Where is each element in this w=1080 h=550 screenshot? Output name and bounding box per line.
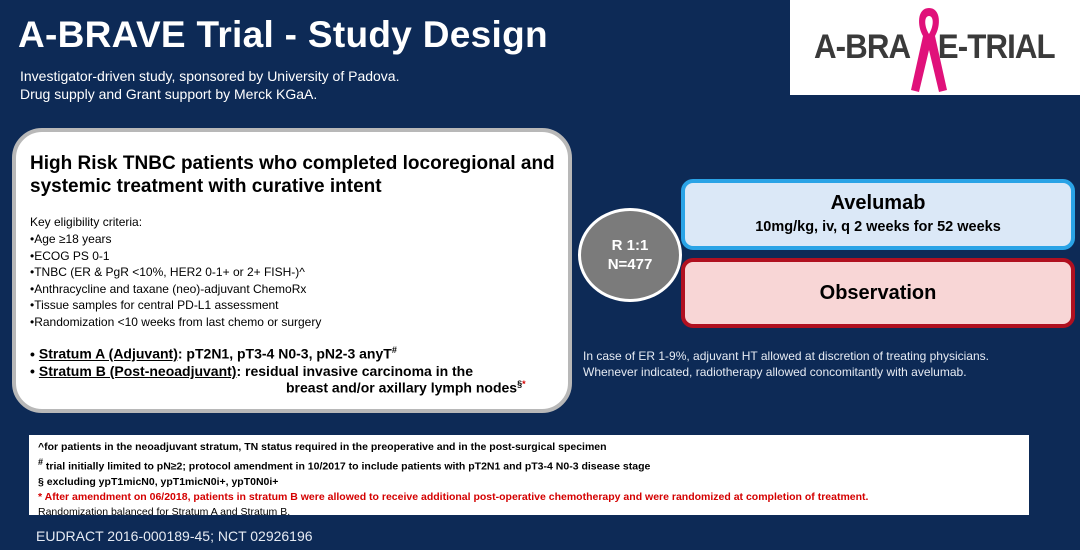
- footnote-hash-text: trial initially limited to pN≥2; protocol amendment in 10/2017 to include patients with pT2N1 and pT3-4 N0-3 disease stage: [43, 460, 651, 473]
- stratum-b-mark: §: [517, 379, 523, 389]
- footnote-section-mark: §: [38, 475, 44, 488]
- stratum-a: • Stratum A (Adjuvant): pT2N1, pT3-4 N0-3, pN2-3 anyT#: [30, 345, 397, 362]
- stratum-b-label: Stratum B (Post-neoadjuvant): [38, 363, 237, 379]
- footnote-balance: Randomization balanced for Stratum A and Stratum B.: [38, 505, 291, 518]
- criterion-item: • ECOG PS 0-1: [30, 248, 321, 265]
- randomization-n: N=477: [607, 256, 653, 273]
- criterion-item: • Tissue samples for central PD-L1 assessment: [30, 297, 321, 314]
- stratum-a-text: : pT2N1, pT3-4 N0-3, pN2-3 anyT: [177, 345, 392, 362]
- sponsor-line-1: Investigator-driven study, sponsored by University of Padova.: [20, 68, 400, 84]
- footnote-hash: [38, 455, 1020, 475]
- stratum-a-mark: #: [391, 345, 397, 355]
- criterion-item: • Randomization <10 weeks from last chemo or surgery: [30, 314, 321, 331]
- eligibility-list: [30, 231, 321, 330]
- stratum-b: • Stratum B (Post-neoadjuvant): residual invasive carcinoma in the breast and/or axillary lymph nodes§*: [30, 363, 526, 396]
- footnote-caret: ^for patients in the neoadjuvant stratum, TN status required in the preoperative and in the post-surgical specimen: [38, 441, 607, 453]
- registration-ids: EUDRACT 2016-000189-45; NCT 02926196: [36, 528, 313, 544]
- avelumab-arm-name: Avelumab: [830, 192, 926, 214]
- footnote-hash-mark: #: [38, 457, 44, 467]
- population-heading: High Risk TNBC patients who completed locoregional and systemic treatment with curative intent: [30, 153, 555, 197]
- stratum-b-star: *: [522, 379, 526, 389]
- footnote-section: [38, 475, 1020, 490]
- stratum-b-text-cont: breast and/or axillary lymph nodes: [286, 379, 518, 396]
- population-box: [12, 128, 572, 413]
- criterion-item: • Age ≥18 years: [30, 231, 321, 248]
- note-line: In case of ER 1-9%, adjuvant HT allowed at discretion of treating physicians.: [583, 349, 989, 363]
- logo-text-left: A-BRA: [814, 28, 911, 66]
- sponsor-line-2: Drug supply and Grant support by Merck KGaA.: [20, 86, 318, 102]
- criterion-item: • TNBC (ER & PgR <10%, HER2 0-1+ or 2+ FISH-)^: [30, 264, 321, 281]
- page-title: A-BRAVE Trial - Study Design: [18, 14, 548, 55]
- avelumab-arm-dose: 10mg/kg, iv, q 2 weeks for 52 weeks: [755, 219, 1001, 235]
- footnotes-box: [29, 435, 1029, 518]
- observation-arm: [681, 258, 1075, 328]
- footnote-star: * After amendment on 06/2018, patients in stratum B were allowed to receive additional post-operative chemotherapy and were randomized at completion of treatment.: [38, 490, 869, 503]
- randomization-ratio: R 1:1: [611, 237, 649, 254]
- note-line: Whenever indicated, radiotherapy allowed concomitantly with avelumab.: [583, 365, 967, 379]
- sponsor-info: [20, 67, 399, 103]
- criterion-item: • Anthracycline and taxane (neo)-adjuvant ChemoRx: [30, 281, 321, 298]
- observation-arm-name: Observation: [819, 281, 937, 304]
- stratum-b-text: : residual invasive carcinoma in the: [236, 363, 474, 379]
- criteria-intro: Key eligibility criteria:: [30, 215, 143, 229]
- logo-text-right: E-TRIAL: [937, 28, 1055, 66]
- avelumab-arm: [681, 179, 1075, 250]
- treatment-notes: [583, 348, 989, 380]
- trial-logo: [790, 0, 1080, 95]
- stratum-a-label: Stratum A (Adjuvant): [38, 345, 178, 362]
- randomization-circle: [578, 208, 682, 302]
- footnote-section-text: excluding ypT1micN0, ypT1micN0i+, ypT0N0i+: [43, 475, 279, 488]
- pink-ribbon-icon: [907, 4, 951, 94]
